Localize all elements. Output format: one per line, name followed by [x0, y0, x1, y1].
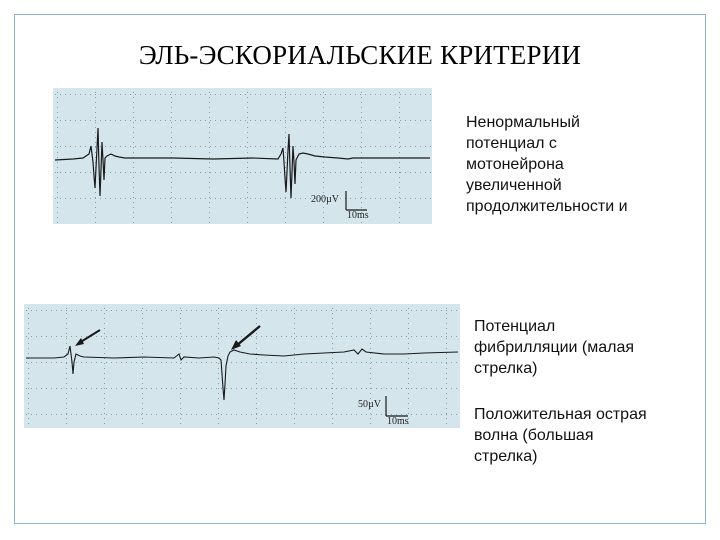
desc-line: потенциал с [466, 135, 557, 152]
desc-line: мотонейрона [466, 156, 564, 173]
arrow-large [231, 326, 260, 350]
emg-trace-bottom [24, 304, 460, 428]
scale-voltage-bottom: 50µV [358, 399, 381, 410]
description-abnormal-potential [466, 112, 628, 217]
grid-dots [26, 308, 457, 424]
scale-time-bottom: 10ms [387, 416, 409, 427]
desc-line: продолжительности и [466, 198, 628, 215]
arrow-small [75, 330, 100, 346]
emg-trace-top-svg [53, 88, 432, 224]
desc-line: Потенциал [474, 318, 556, 335]
desc-line: Ненормальный [466, 114, 580, 131]
emg-trace-bottom-svg [24, 304, 460, 428]
desc-line: увеличенной [466, 177, 562, 194]
scale-bar-top [311, 191, 369, 221]
desc-line: фибрилляции (малая [474, 339, 635, 356]
desc-line: волна (большая [474, 427, 594, 444]
trace-line-top [55, 128, 430, 198]
scale-voltage-top: 200µV [311, 194, 339, 205]
emg-trace-top [53, 88, 432, 224]
trace-line-bottom [26, 346, 458, 400]
scale-time-top: 10ms [347, 210, 369, 221]
desc-line: стрелка) [474, 448, 538, 465]
description-fibrillation [474, 316, 634, 379]
slide-title: ЭЛЬ-ЭСКОРИАЛЬСКИЕ КРИТЕРИИ [138, 40, 582, 70]
description-sharp-wave [474, 404, 647, 467]
desc-line: Положительная острая [474, 406, 647, 423]
desc-line: стрелка) [474, 360, 538, 377]
scale-bar-bottom [358, 396, 409, 427]
